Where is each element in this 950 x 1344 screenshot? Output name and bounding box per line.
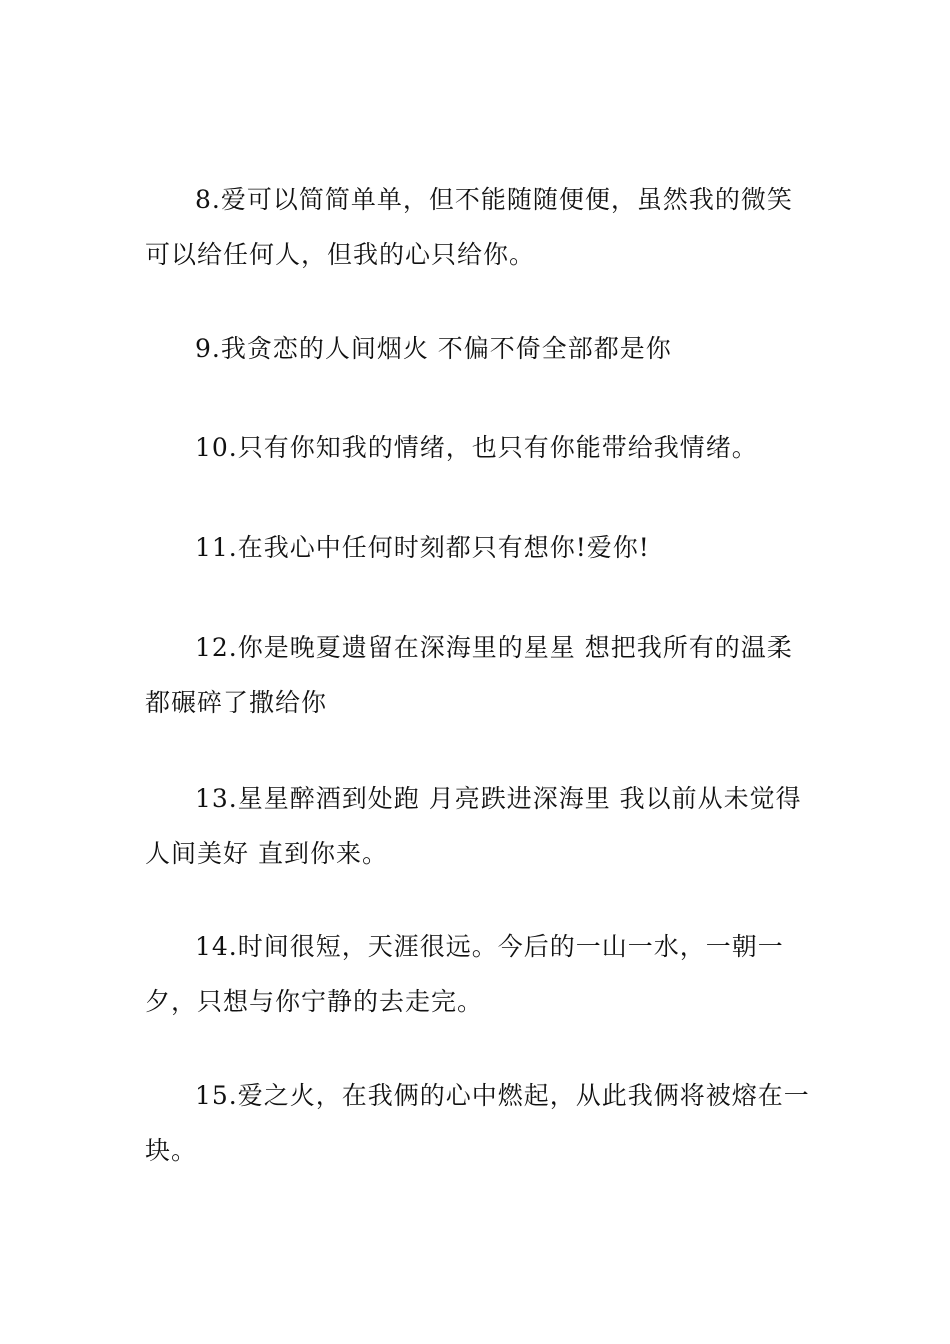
paragraph-item-11: 11.在我心中任何时刻都只有想你!爱你! [195, 533, 650, 562]
paragraph-item-13: 13.星星醉酒到处跑 月亮跌进深海里 我以前从未觉得人间美好 直到你来。 [145, 784, 802, 868]
paragraph-item-14: 14.时间很短，天涯很远。今后的一山一水，一朝一夕，只想与你宁静的去走完。 [145, 932, 784, 1016]
paragraph-item-10: 10.只有你知我的情绪，也只有你能带给我情绪。 [195, 433, 758, 462]
paragraph-item-12: 12.你是晚夏遗留在深海里的星星 想把我所有的温柔都碾碎了撒给你 [145, 633, 793, 717]
paragraph-item-9: 9.我贪恋的人间烟火 不偏不倚全部都是你 [195, 334, 672, 363]
paragraph-item-15: 15.爱之火，在我俩的心中燃起，从此我俩将被熔在一块。 [145, 1081, 810, 1165]
paragraph-item-8: 8.爱可以简简单单，但不能随随便便，虽然我的微笑可以给任何人，但我的心只给你。 [145, 185, 793, 269]
